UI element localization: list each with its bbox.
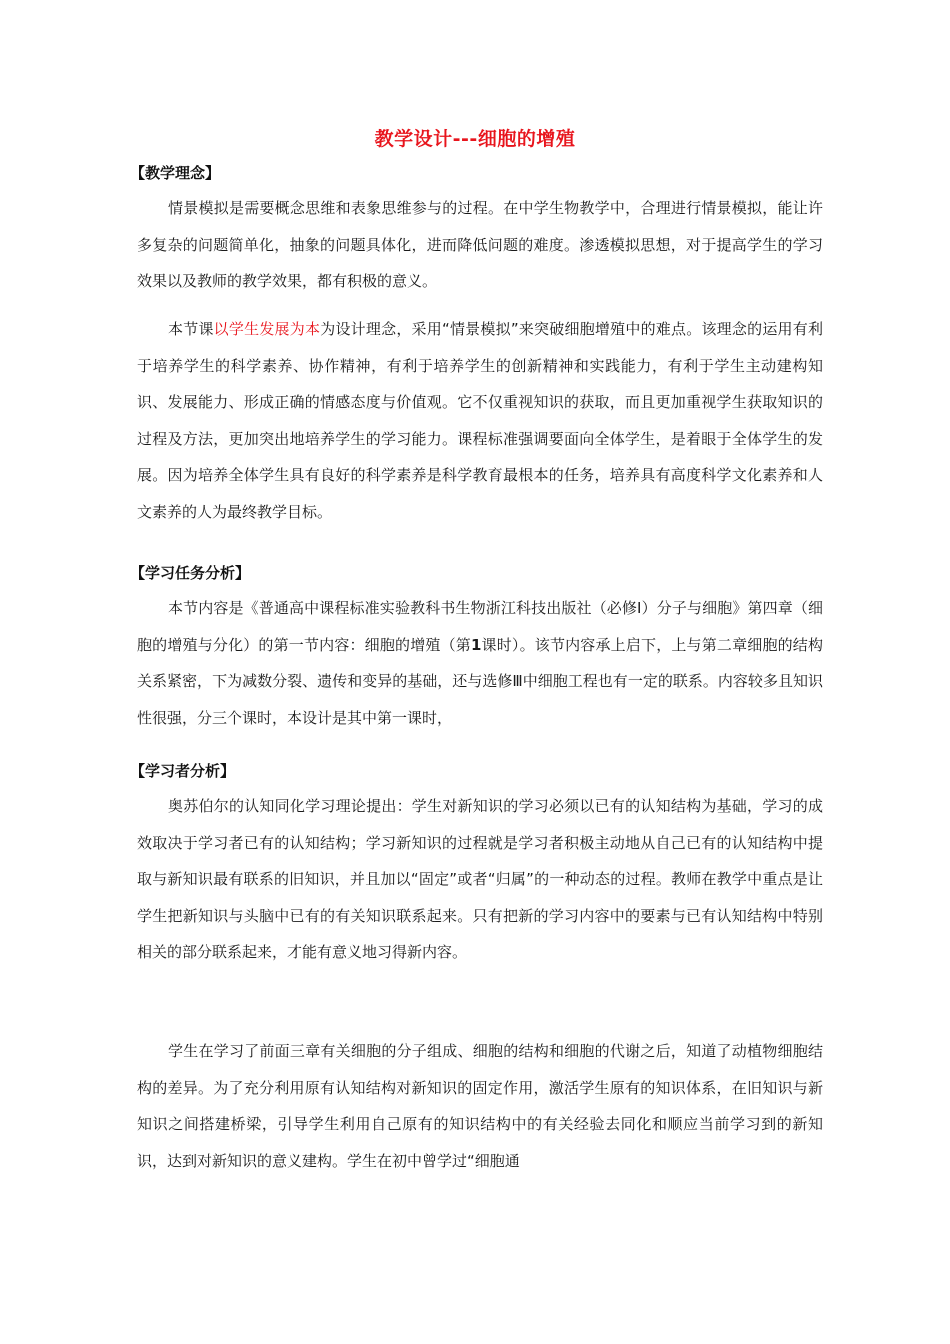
highlight-student-development: 以学生发展为本 — [213, 320, 321, 338]
paragraph-task-analysis-after: 课时）。该节内容承上启下，上与第二章细胞的结构关系紧密，下为减数分裂、遗传和变异的基础，还与选修Ⅲ中细胞工程也有一定的联系。内容较多且知识性很强，分三个课时，本设计是其中第一课时， — [137, 635, 823, 727]
paragraph-philosophy-2 — [137, 311, 823, 531]
paragraph-task-analysis — [137, 590, 823, 736]
document-title: 教学设计---细胞的增殖 — [374, 128, 576, 150]
paragraph-philosophy-2-after: 为设计理念，采用“情景模拟”来突破细胞增殖中的难点。该理念的运用有利于培养学生的科学素养、协作精神，有利于培养学生的创新精神和实践能力，有利于学生主动建构知识、发展能力、形成正确的情感态度与价值观。它不仅重视知识的获取，而且更加重视学生获取知识的过程及方法，更加突出地培养学生的学习能力。课程标准强调要面向全体学生，是着眼于全体学生的发展。因为培养全体学生具有良好的科学素养是科学教育最根本的任务，培养具有高度科学文化素养和人文素养的人为最终教学目标。 — [137, 320, 823, 521]
section-heading-task-analysis: 【学习任务分析】 — [130, 564, 251, 582]
section-heading-learner-analysis: 【学习者分析】 — [130, 762, 236, 780]
paragraph-philosophy-1: 情景模拟是需要概念思维和表象思维参与的过程。在中学生物教学中，合理进行情景模拟，能让许多复杂的问题简单化，抽象的问题具体化，进而降低问题的难度。渗透模拟思想，对于提高学生的学习效果以及教师的教学效果，都有积极的意义。 — [137, 199, 823, 291]
section-heading-teaching-philosophy: 【教学理念】 — [130, 164, 221, 182]
paragraph-philosophy-2-before: 本节课 — [168, 320, 214, 338]
lesson-number: 1 — [470, 635, 482, 654]
paragraph-task-analysis-before: 本节内容是《普通高中课程标准实验教科书生物浙江科技出版社（必修Ⅰ）分子与细胞》第四章（细胞的增殖与分化）的第一节内容：细胞的增殖（第 — [137, 599, 823, 654]
paragraph-learner-2: 学生在学习了前面三章有关细胞的分子组成、细胞的结构和细胞的代谢之后，知道了动植物细胞结构的差异。为了充分利用原有认知结构对新知识的固定作用，激活学生原有的知识体系，在旧知识与新知识之间搭建桥梁，引导学生利用自己原有的知识结构中的有关经验去同化和顺应当前学习到的新知识，达到对新知识的意义建构。学生在初中曾学过“细胞通 — [137, 1042, 823, 1170]
paragraph-learner-1: 奥苏伯尔的认知同化学习理论提出：学生对新知识的学习必须以已有的认知结构为基础，学习的成效取决于学习者已有的认知结构；学习新知识的过程就是学习者积极主动地从自己已有的认知结构中提取与新知识最有联系的旧知识，并且加以“固定”或者“归属”的一种动态的过程。教师在教学中重点是让学生把新知识与头脑中已有的有关知识联系起来。只有把新的学习内容中的要素与已有认知结构中特别相关的部分联系起来，才能有意义地习得新内容。 — [137, 797, 823, 962]
